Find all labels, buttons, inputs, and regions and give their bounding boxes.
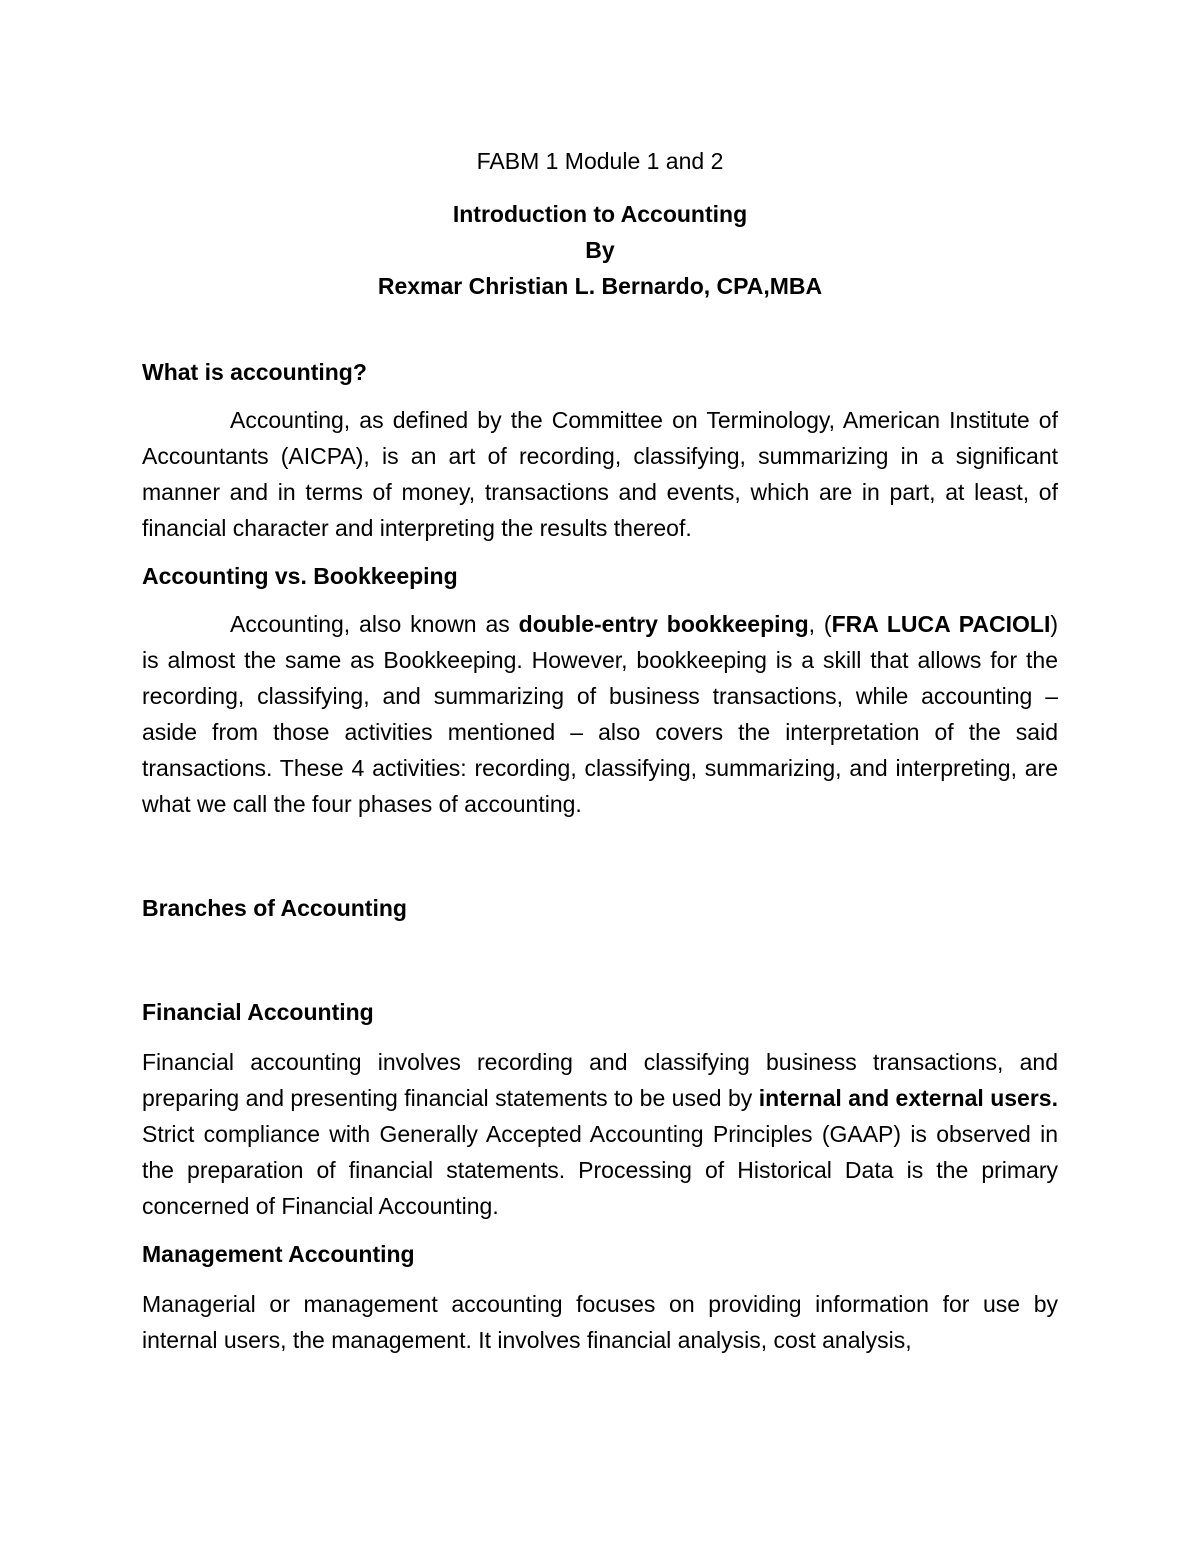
- document-title: FABM 1 Module 1 and 2: [476, 148, 724, 174]
- paragraph-what-is-accounting: Accounting, as defined by the Committee on Terminology, American Institute of Accountants (AICPA), is an art of recording, classifying, summarizing in a significant manner and in terms of money, transactions and events, which are in part, at least, of financial character and interpreting the results thereof.: [142, 407, 1058, 541]
- heading-financial-accounting: Financial Accounting: [142, 999, 374, 1025]
- heading-branches-of-accounting: Branches of Accounting: [142, 895, 407, 921]
- financial-bold-users: internal and external users.: [758, 1085, 1058, 1111]
- financial-text-2: Strict compliance with Generally Accepted Accounting Principles (GAAP) is observed in the preparation of financial statements. Processing of Historical Data is the primary concerned of Financial Accounting.: [142, 1121, 1058, 1219]
- financial-text-1: Financial accounting involves recording and classifying business transactions, and preparing and presenting financial statements to be used by: [142, 1049, 1058, 1111]
- document-content: [142, 146, 1058, 1358]
- document-by-line: By: [585, 237, 615, 263]
- vs-text-2: , (: [808, 611, 832, 637]
- heading-what-is-accounting: What is accounting?: [142, 359, 367, 385]
- document-subtitle: Introduction to Accounting: [452, 201, 748, 227]
- document-author: Rexmar Christian L. Bernardo, CPA,MBA: [377, 273, 823, 299]
- paragraph-financial-accounting: [142, 1044, 1058, 1224]
- paragraph-accounting-vs-bookkeeping: [142, 606, 1058, 822]
- heading-management-accounting: Management Accounting: [142, 1241, 415, 1267]
- vs-text-1: Accounting, also known as: [230, 611, 519, 637]
- heading-accounting-vs-bookkeeping: Accounting vs. Bookkeeping: [142, 563, 458, 589]
- vs-text-3: ) is almost the same as Bookkeeping. However, bookkeeping is a skill that allows for the recording, classifying, and summarizing of business transactions, while accounting – aside from those activities mentioned – also covers the interpretation of the said transactions. These 4 activities: recording, classifying, summarizing, and interpreting, are what we call the four phases of accounting.: [142, 611, 1059, 817]
- vs-bold-pacioli: FRA LUCA PACIOLI: [831, 611, 1051, 637]
- vs-bold-double-entry: double-entry bookkeeping: [518, 611, 809, 637]
- document-header: [142, 146, 1058, 304]
- paragraph-management-accounting: Managerial or management accounting focuses on providing information for use by internal users, the management. It involves financial analysis, cost analysis,: [142, 1291, 1058, 1353]
